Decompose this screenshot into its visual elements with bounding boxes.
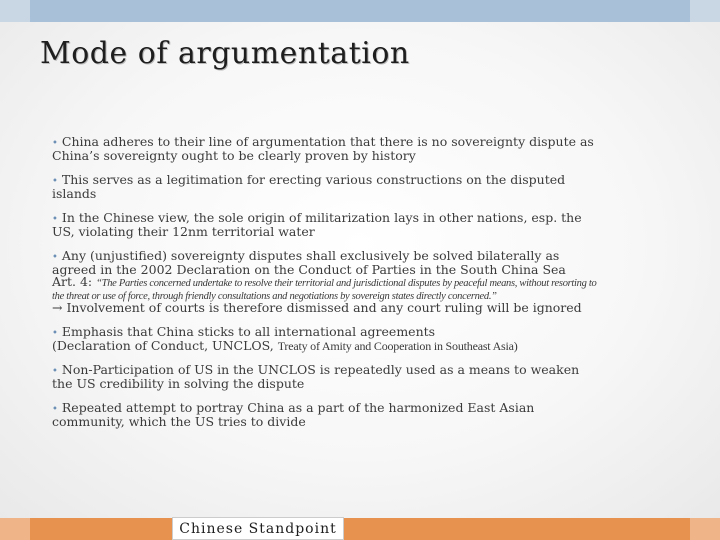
article-label: Art. 4: (52, 274, 93, 289)
top-accent-bar (0, 0, 720, 22)
top-bar-left-edge (0, 0, 30, 22)
bullet-text: Any (unjustified) sovereignty disputes shall exclusively be solved bilaterally as agreed in the 2002 Declaration on the Conduct of Parties in the South China Sea (52, 248, 566, 277)
declaration-quote (52, 276, 600, 302)
bullet-item-militarization (52, 212, 600, 238)
bullet-text: In the Chinese view, the sole origin of militarization lays in other nations, esp. the US, violating their 12nm territorial water (52, 210, 582, 239)
agreements-detail-b: Treaty of Amity and Cooperation in Southeast Asia) (277, 339, 518, 353)
bullet-item-unclos (52, 364, 600, 390)
bullet-text: Emphasis that China sticks to all international agreements (61, 324, 436, 339)
bullet-item-sovereignty (52, 136, 600, 162)
bullet-text: China adheres to their line of argumentation that there is no sovereignty dispute as China’s sovereignty ought to be clearly proven by history (52, 134, 594, 163)
bullet-item-agreements (52, 326, 600, 352)
bullet-icon: • (52, 252, 58, 263)
footer-label: Chinese Standpoint (179, 521, 337, 537)
bullet-icon: • (52, 176, 58, 187)
bullet-item-legitimation (52, 174, 600, 200)
top-bar-right-edge (690, 0, 720, 22)
bullet-item-bilateral (52, 250, 600, 314)
bottom-accent-bar (0, 518, 720, 540)
arrow-right-icon: → (52, 300, 63, 315)
agreements-detail-a: (Declaration of Conduct, UNCLOS, (52, 338, 278, 353)
bullet-text: Repeated attempt to portray China as a part of the harmonized East Asian community, which the US tries to divide (52, 400, 535, 429)
conclusion-text: Involvement of courts is therefore dismissed and any court ruling will be ignored (66, 300, 582, 315)
bullet-icon: • (52, 214, 58, 225)
slide-body (52, 136, 600, 428)
bullet-icon: • (52, 138, 58, 149)
bullet-item-community (52, 402, 600, 428)
bullet-icon: • (52, 404, 58, 415)
bullet-icon: • (52, 366, 58, 377)
bullet-icon: • (52, 328, 58, 339)
conclusion-line (52, 302, 600, 314)
slide-title: Mode of argumentation (40, 36, 410, 71)
article-quote-text: “The Parties concerned undertake to resolve their territorial and jurisdictional disputes by peaceful means, without resorting to the threat or use of force, through friendly consultations and negotiations by sovereign states directly concerned.” (52, 278, 597, 302)
footer-label-box (172, 517, 344, 540)
bottom-bar-right-edge (690, 518, 720, 540)
bottom-bar-left-edge (0, 518, 30, 540)
bullet-text: Non-Participation of US in the UNCLOS is repeatedly used as a means to weaken the US credibility in solving the dispute (52, 362, 580, 391)
agreements-detail (52, 340, 600, 352)
bullet-text: This serves as a legitimation for erecting various constructions on the disputed islands (52, 172, 566, 201)
